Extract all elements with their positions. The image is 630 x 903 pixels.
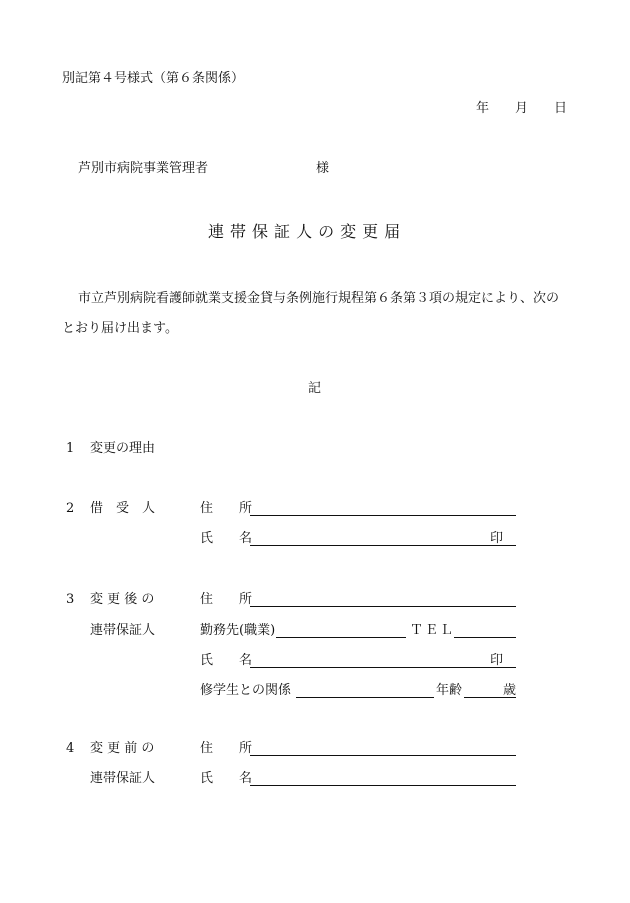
new-guarantor-name-field[interactable] [250,667,516,668]
title-char: 人 [296,222,313,241]
title-char: 変 [340,222,357,241]
body-text-line1: 市立芦別病院看護師就業支援金貸与条例施行規程第６条第３項の規定により、次の [78,291,560,306]
section1-label: 変更の理由 [90,441,156,456]
new-guarantor-age-label: 年齢 [436,683,463,698]
new-guarantor-name-label: 氏 名 [200,653,253,668]
addressee-name: 芦別市病院事業管理者 [78,161,209,176]
section4-label-line2: 連帯保証人 [90,771,156,786]
section2-number: 2 [66,501,75,516]
borrower-address-label: 住 所 [200,501,253,516]
section2-label: 借 受 人 [90,501,156,516]
new-guarantor-age-unit: 歳 [503,683,517,698]
section1-number: 1 [66,441,75,456]
title-char: の [318,222,335,241]
new-guarantor-tel-field[interactable] [454,637,516,638]
title-char: 保 [252,222,269,241]
form-number: 別記第４号様式（第６条関係） [62,71,245,86]
title-char: 証 [274,222,291,241]
date-year: 年 [476,101,490,116]
ki-heading: 記 [308,381,322,396]
new-guarantor-address-field[interactable] [250,606,516,607]
old-guarantor-name-field[interactable] [250,785,516,786]
date-day: 日 [554,101,568,116]
addressee-honorific: 様 [316,161,330,176]
section3-label-line1: 変 更 後 の [90,592,155,607]
title-char: 更 [362,222,379,241]
new-guarantor-relation-label: 修学生との関係 [200,683,292,698]
page-title [208,224,406,240]
borrower-seal: 印 [490,531,504,546]
new-guarantor-relation-field[interactable] [296,697,434,698]
borrower-name-field[interactable] [250,545,516,546]
new-guarantor-tel-label: ＴＥＬ [410,623,456,638]
old-guarantor-address-field[interactable] [250,755,516,756]
new-guarantor-workplace-label: 勤務先(職業) [200,623,276,638]
title-char: 帯 [230,222,247,241]
new-guarantor-address-label: 住 所 [200,592,253,607]
new-guarantor-seal: 印 [490,653,504,668]
section4-number: 4 [66,741,75,756]
old-guarantor-name-label: 氏 名 [200,771,253,786]
section3-number: 3 [66,592,75,607]
borrower-address-field[interactable] [250,515,516,516]
title-char: 届 [384,222,401,241]
new-guarantor-workplace-field[interactable] [276,637,406,638]
old-guarantor-address-label: 住 所 [200,741,253,756]
body-text-line2: とおり届け出ます。 [62,321,178,336]
title-char: 連 [208,222,225,241]
borrower-name-label: 氏 名 [200,531,253,546]
section4-label-line1: 変 更 前 の [90,741,155,756]
date-month: 月 [515,101,529,116]
section3-label-line2: 連帯保証人 [90,623,156,638]
